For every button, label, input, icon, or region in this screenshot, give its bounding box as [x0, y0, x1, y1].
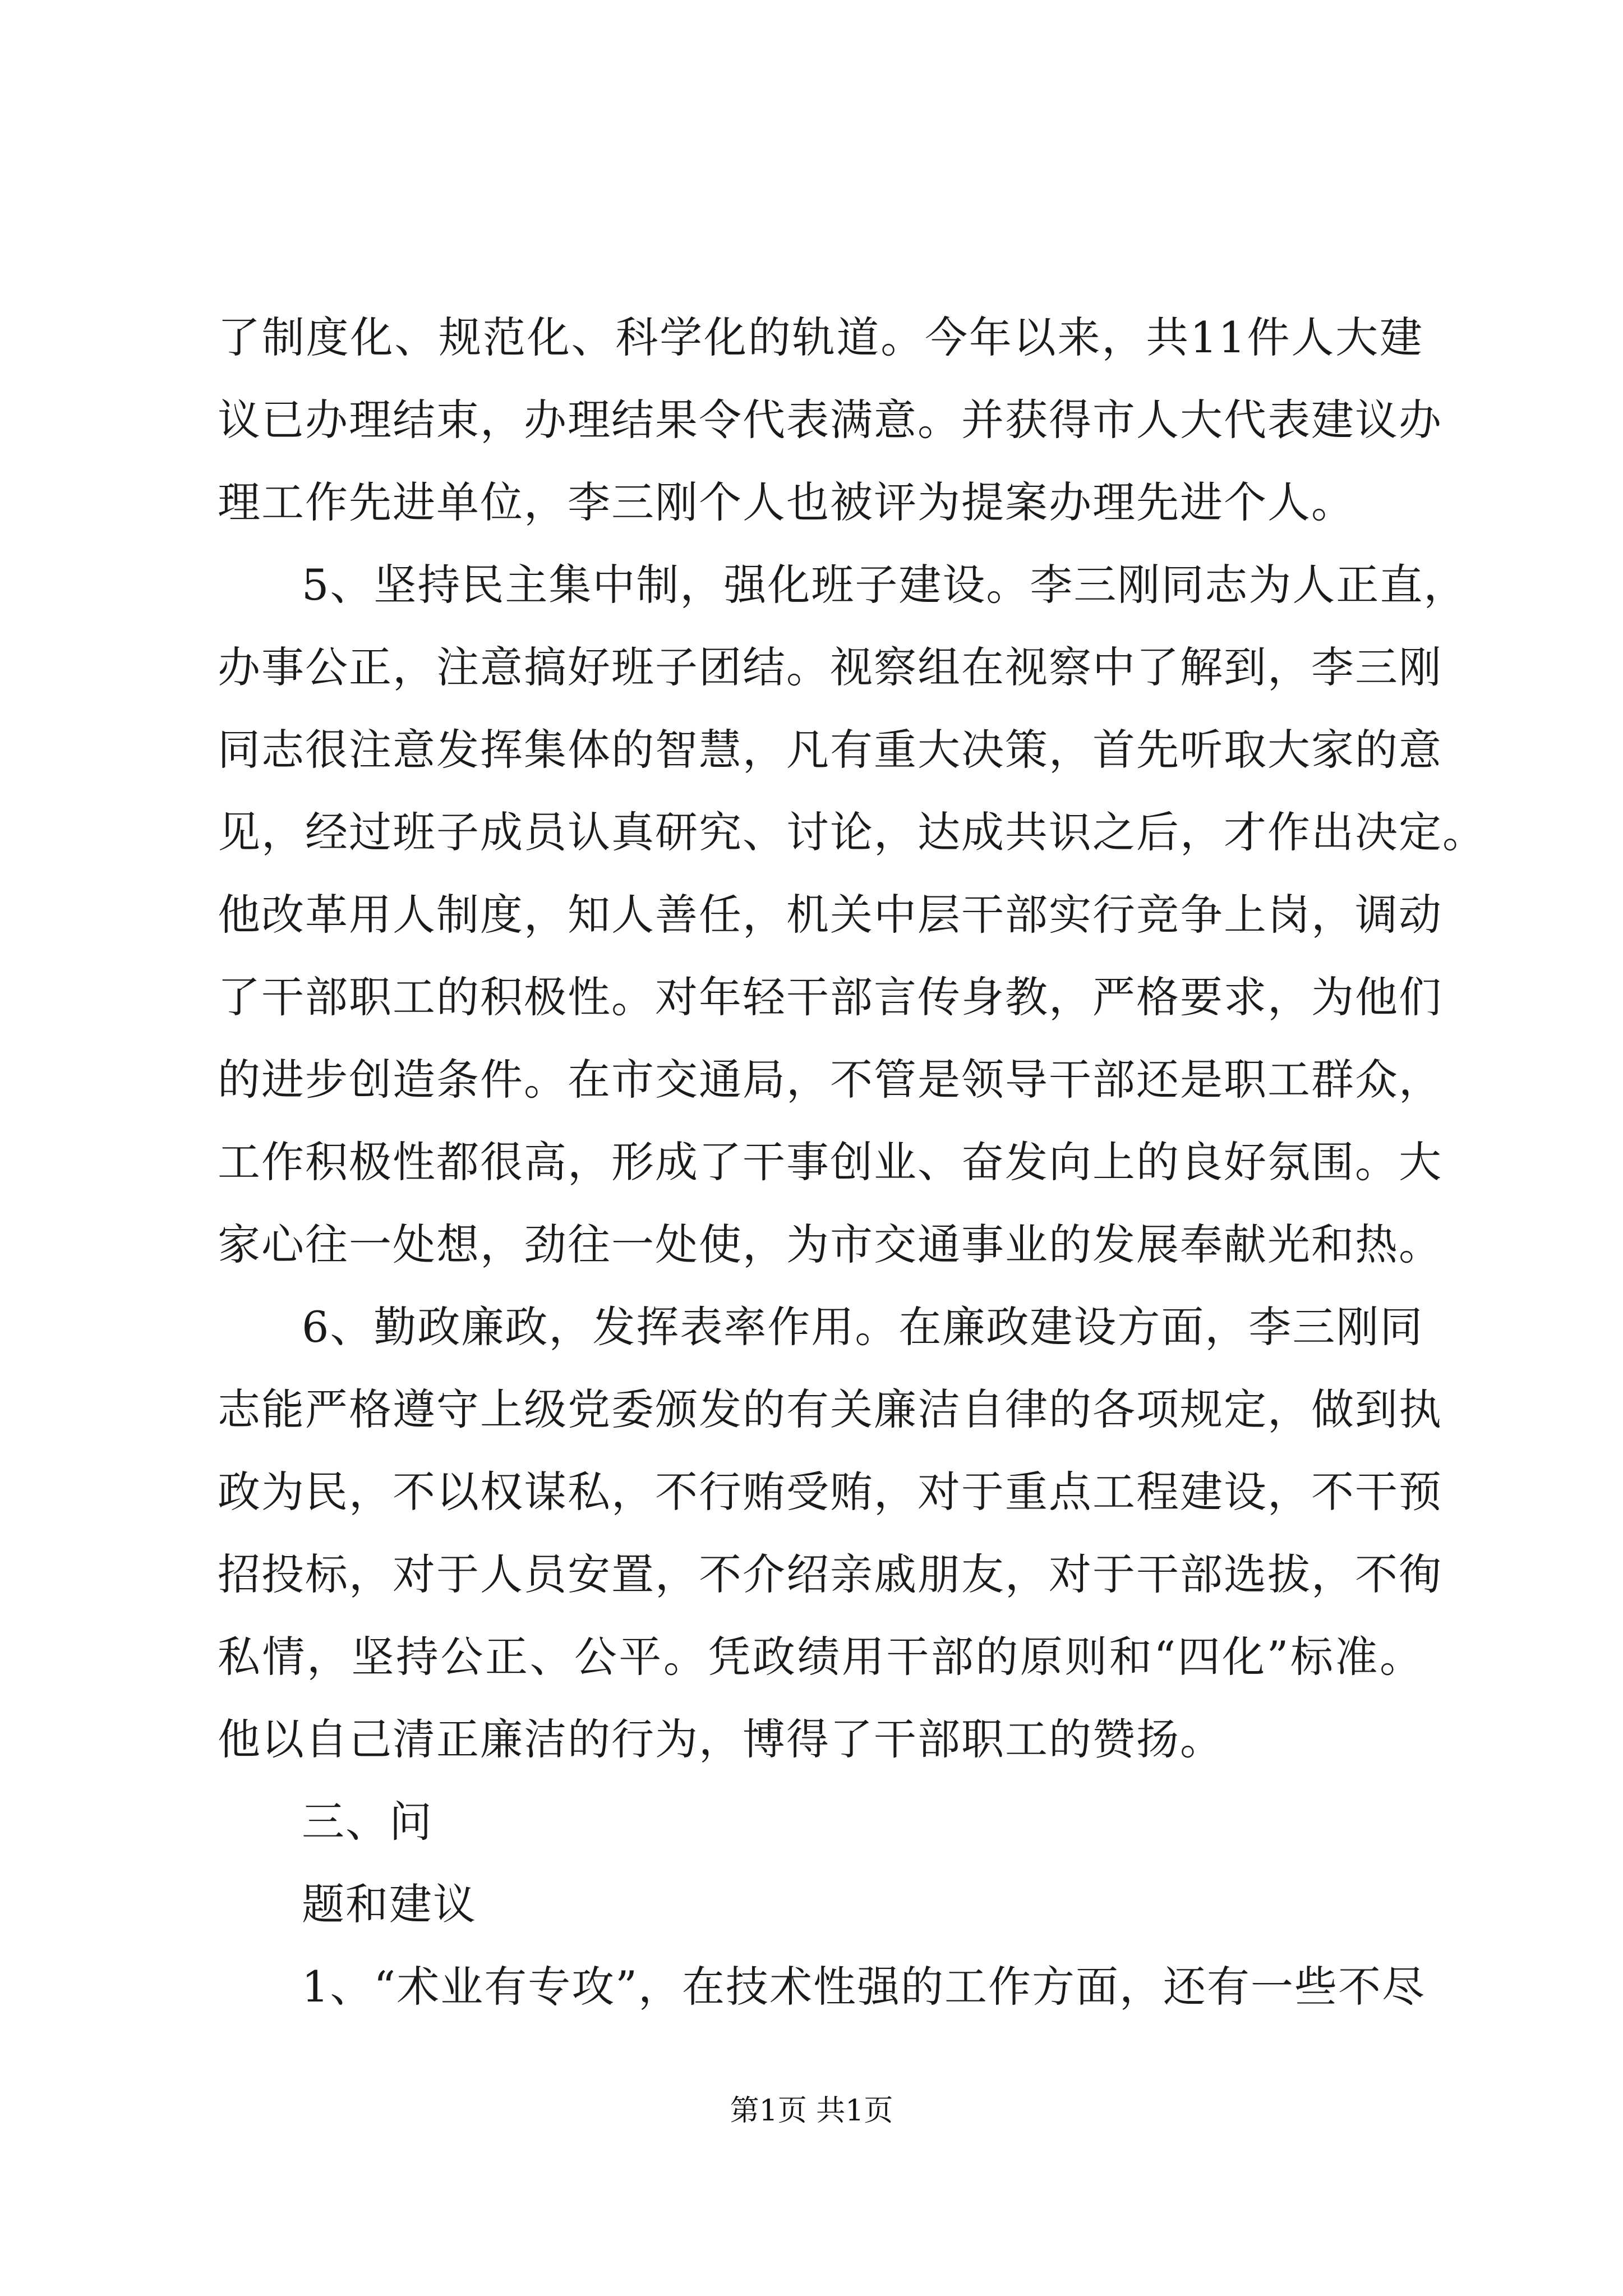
page-footer — [0, 2091, 1623, 2131]
text-line: 家心往一处想，劲往一处使，为市交通事业的发展奉献光和热。 — [218, 1220, 1442, 1269]
text-line: 理工作先进单位，李三刚个人也被评为提案办理先进个人。 — [218, 477, 1355, 527]
paragraph-start-line: 6、勤政廉政，发挥表率作用。在廉政建设方面，李三刚同 — [302, 1302, 1424, 1352]
text-line: 他改革用人制度，知人善任，机关中层干部实行竞争上岗，调动 — [218, 890, 1442, 940]
text-line: 了干部职工的积极性。对年轻干部言传身教，严格要求，为他们 — [218, 972, 1442, 1022]
text-line: 私情，坚持公正、公平。凭政绩用干部的原则和“四化”标准。 — [218, 1632, 1423, 1682]
page-number-label: 第1页 共1页 — [730, 2094, 893, 2128]
document-body — [218, 296, 1486, 2028]
text-line: 办事公正，注意搞好班子团结。视察组在视察中了解到，李三刚 — [218, 642, 1442, 692]
text-line: 他以自己清正廉洁的行为，博得了干部职工的赞扬。 — [218, 1714, 1224, 1764]
text-line: 的进步创造条件。在市交通局，不管是领导干部还是职工群众， — [218, 1055, 1442, 1105]
text-line: 工作积极性都很高，形成了干事创业、奋发向上的良好氛围。大 — [218, 1137, 1442, 1187]
text-line: 议已办理结束，办理结果令代表满意。并获得市人大代表建议办 — [218, 395, 1442, 445]
text-line: 同志很注意发挥集体的智慧，凡有重大决策，首先听取大家的意 — [218, 725, 1442, 775]
paragraph-start-line: 5、坚持民主集中制，强化班子建设。李三刚同志为人正直， — [302, 560, 1468, 610]
text-line: 志能严格遵守上级党委颁发的有关廉洁自律的各项规定，做到执 — [218, 1384, 1442, 1434]
text-line: 政为民，不以权谋私，不行贿受贿，对于重点工程建设，不干预 — [218, 1467, 1442, 1517]
text-line: 招投标，对于人员安置，不介绍亲戚朋友，对于干部选拔，不徇 — [218, 1549, 1442, 1599]
section-heading-line: 题和建议 — [302, 1879, 477, 1929]
section-heading-line: 三、问 — [302, 1797, 433, 1847]
text-line: 了制度化、规范化、科学化的轨道。今年以来，共11件人大建 — [218, 312, 1423, 362]
text-line: 见，经过班子成员认真研究、讨论，达成共识之后，才作出决定。 — [218, 807, 1486, 857]
paragraph-start-line: 1、“术业有专攻”，在技术性强的工作方面，还有一些不尽 — [302, 1962, 1426, 2012]
